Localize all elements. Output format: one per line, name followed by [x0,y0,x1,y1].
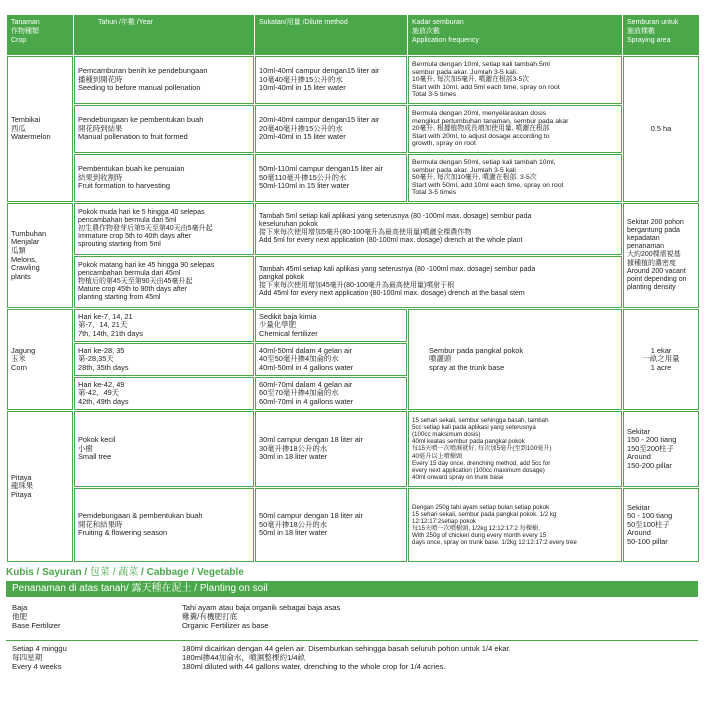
age-cell: Hari ke-7, 14, 21 第-7、14, 21天 7th, 14th, 21th days [74,309,254,342]
dilute-cell: Tambah 45ml setiap kali aplikasi yang seterusnya (80 -100ml max. dosage) sembur pada pangkal pokok 接下來每次使用增加45毫升(80-100毫升為最高使用量)噴射于根 Add 45ml for every next application (80-100ml max. dosage) drench at the basal stem [255,256,622,308]
vegetable-title-cjk: 包菜 / 蔬菜 [89,567,139,578]
age-cell: Pokok matang hari ke 45 hingga 90 selepas pencambahan bermula dari 45ml 物植后的第45天至第90天由45毫升起 Mature crop 45th to 90th days after planting starting from 45ml [74,256,254,308]
table-row [7,488,699,562]
age-cell: Hari ke-28, 35 第-28,35天 28th, 35th days [74,343,254,376]
header-age: Tahun /年數 /Year [74,15,254,55]
vegetable-title-english: / Cabbage / Vegetable [138,567,244,578]
vegetable-section-title [6,566,698,579]
dilute-cell: 20ml-40ml campur dengan15 liter air 20毫40毫升掺15公升的水 20ml-40ml in 15 liter water [255,105,407,153]
table-row [7,256,699,308]
table-row [6,640,698,684]
vegetable-text-cell: Tahi ayam atau baja organik sebagai baja asas 雞糞/有機肥打底 Organic Fertilizer as base [176,600,698,640]
area-cell: 1 ekar 一畝之用量 1 acre [623,309,699,410]
crop-melons: Tumbuhan Menjalar 瓜類 Melons, Crawling plants [7,203,73,308]
table-row [7,411,699,487]
frequency-cell: Dengan 250g tahi ayam setiap bulan setiap pokok 15 sehari sekali, sembur pada pangkal pokok. 1/2 kg 12:12:17:2setiap pokok 每15天噴一次噴樹頭, 1/2kg 12:12:17:2 每棵樹. With 250g of chicken dung every month every 15 days once, spray on trunk base. 1/2kg 12:12:17:2 every tree [408,488,622,562]
table-row [7,154,699,202]
frequency-cell: Bermula dengan 20ml, menyelaraskan dosis mengikut pertumbuhan tanaman, sembur pada akar 20毫升, 根據植物成長増加使用量, 噴灑在根部 Start with 20ml, to adjust dosage according to growth, spray on root [408,105,622,153]
area-cell: Sekitar 200 pohon bergantung pada kepadatan penanaman 大約200棵需視基 據種植的濃密度 Around 200 vacant point depending on planting density [623,203,699,308]
age-cell: Pendebungaan ke pembentukan buah 開花時到結果 Manual pollenation to fruit formed [74,105,254,153]
frequency-cell: 15 sehari sekali, sembur sehingga basah, tambah 5cc setiap kali pada aplikasi yang seterusnya (100cc maksimum dosis) 40ml keatas sembur pada pangkal pokok 每15天噴一次噴濕就好, 每次加5毫升(至到100毫升) 40毫升以上噴樹頭 Every 15 day once, drenching method, add 5cc for every next application (100cc maximum dosage) 40ml onward spray on trunk base [408,411,622,487]
age-cell: Pembentukan buah ke penuaian 結果到收割時 Fruit formation to harvesting [74,154,254,202]
vegetable-title-malay: Kubis / Sayuran / [6,567,90,578]
age-cell: Pokok kecil 小樹 Small tree [74,411,254,487]
age-cell: Pemcamburan benih ke pendebungaan 播種到開花時 Seeding to before manual pollenation [74,56,254,104]
frequency-cell: Bermula dengan 50ml, setiap kali tambah 10ml, sembur pada akar. Jumlah 3-5 kali 50毫升, 每次加10毫升, 噴灑在根部. 3-5次 Start with 50ml, add 10ml each time, spray on root Total 3-5 times [408,154,622,202]
header-frequency: Kadar semburan 施放次數 Application frequency [408,15,622,55]
crop-pitaya: Pitaya 龍珠果 Pitaya [7,411,73,562]
age-cell: Hari ke-42, 49 第-42、49天 42th, 49th days [74,377,254,410]
table-row [7,105,699,153]
dilute-cell: Sedikit baja kimia 少量化學肥 Chemical fertilizer [255,309,407,342]
crop-watermelon: Tembikai 西瓜 Watermelon [7,56,73,202]
crop-corn: Jagung 玉米 Corn [7,309,73,410]
area-cell: Sekitar 150 - 200 tiang 150至200柱子 Around 150-200 pillar [623,411,699,487]
table-row [7,309,699,342]
fertilizer-guide-document [6,14,698,684]
planting-on-soil-bar: Penanaman di atas tanah/ 露天種在泥土 / Planting on soil [6,581,698,597]
area-cell: 0.5 ha [623,56,699,202]
dilute-cell: 40ml-50ml dalam 4 gelan air 40至50毫升掺4加侖的水 40ml-50ml in 4 gallons water [255,343,407,376]
vegetable-label-cell: Setiap 4 minggu 每四星期 Every 4 weeks [12,643,67,671]
header-crop: Tanaman 作物種類 Crop [7,15,73,55]
table-row [7,203,699,255]
dosage-table [6,14,700,563]
frequency-cell: Bermula dengan 10ml, setiap kali tambah 5ml sembur pada akar. Jumlah 3-5 kali. 10毫升, 每次加5毫升, 噴灑在根部3-5次 Start with 10ml, add 5ml each time, spray on root Total 3-5 times [408,56,622,104]
age-cell: Pokok muda hari ke 5 hingga 40 selepas pencambahan bermula dari 5ml 初生農作物發芽后第5天至第40天由5毫升起 Immature crop 5th to 40th days after sprouting starting from 5ml [74,203,254,255]
dilute-cell: 50ml-110ml campur dengan15 liter air 50毫110毫升掺15公升的水 50ml-110ml in 15 liter water [255,154,407,202]
vegetable-text-cell: 180ml dicairkan dengan 44 gelen air. Disemburkan sehingga basah seluruh pohon untuk 1/4 ekar. 180ml掺44加侖水，噴濕整棵約1/4畝 180ml diluted with 44 gallons water, drenching to the whole crop for 1/4 acries. [182,643,511,671]
frequency-cell: Sembur pada pangkal pokok 噴灑頭 spray at the trunk base [408,309,622,410]
table-header-row [7,15,699,55]
header-area: Semburan untuk 施放棵數 Spraying area [623,15,699,55]
dilute-cell: 60ml-70ml dalam 4 gelan air 60至70毫升掺4加侖的水 60ml-70ml in 4 gallons water [255,377,407,410]
table-row [6,600,698,640]
table-row [7,56,699,104]
dilute-cell: 50ml campur dengan 18 liter air 50毫升掺18公升的水 50ml in 18 liter water [255,488,407,562]
dilute-cell: 10ml-40ml campur dengan15 liter air 10毫40毫升掺15公升的水 10ml-40ml in 15 liter water [255,56,407,104]
vegetable-table [6,600,698,684]
vegetable-label-cell: Baja 他肥 Base Fertilizer [6,600,176,640]
header-dilute: Sukatan/用量 /Dilute method [255,15,407,55]
dilute-cell: 30ml campur dengan 18 liter air 30毫升掺18公升的水 30ml in 18 liter water [255,411,407,487]
age-cell: Pemdebungaan & pembentukan buah 開花和結果時 Fruiting & flowering season [74,488,254,562]
area-cell: Sekitar 50 - 100 tiang 50至100柱子 Around 50-100 pillar [623,488,699,562]
dilute-cell: Tambah 5ml setiap kali aplikasi yang seterusnya (80 -100ml max. dosage) sembur pada keseluruhan pokok 接下來每次使用增加5毫升(80-100毫升為最高使用量)噴灑全棵農作物 Add 5ml for every next application (80-100ml max. dosage) drench at the whole plant [255,203,622,255]
